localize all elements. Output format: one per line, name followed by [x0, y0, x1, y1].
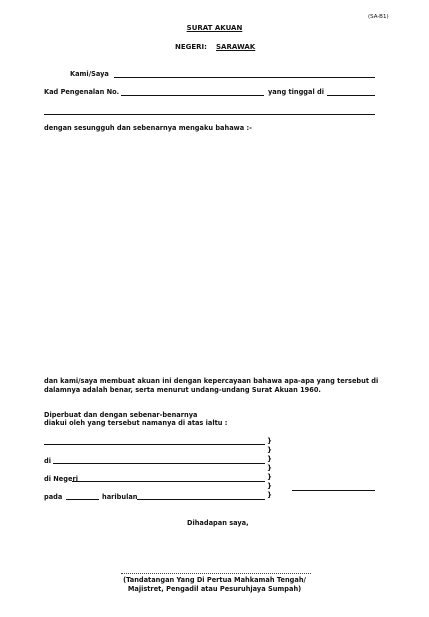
- brace-6: }: [267, 482, 272, 490]
- made-line-2: diakui oleh yang tersebut namanya di atas ialtu :: [44, 419, 228, 427]
- brace-7: }: [267, 491, 272, 499]
- di-field[interactable]: [53, 463, 265, 464]
- signature-caption-line-2: Majistret, Pengadil atau Pesuruhjaya Sumpah): [127, 585, 302, 593]
- declaration-line-2: dalamnya adalah benar, serta menurut undang-undang Surat Akuan 1960.: [44, 386, 321, 394]
- brace-4: }: [267, 464, 272, 472]
- made-line-1: Diperbuat dan dengan sebenar-benarnya: [44, 411, 198, 419]
- intro-text: dengan sesungguh dan sebenarnya mengaku bahawa :-: [44, 124, 252, 132]
- brace-3: }: [267, 455, 272, 463]
- pada-day-field[interactable]: [66, 499, 99, 500]
- negeri-label: NEGERI:: [175, 43, 207, 51]
- brace-5: }: [267, 473, 272, 481]
- declaration-line-1: dan kami/saya membuat akuan ini dengan kepercayaan bahawa apa-apa yang tersebut di: [44, 377, 379, 385]
- kami-saya-field[interactable]: [114, 77, 375, 78]
- brace-1: }: [267, 437, 272, 445]
- officer-signature-field[interactable]: [121, 573, 311, 574]
- pada-label: pada: [44, 493, 63, 501]
- signature-caption-line-1: (Tandatangan Yang Di Pertua Mahkamah Tengah/: [123, 576, 306, 584]
- kad-pengenalan-field[interactable]: [121, 95, 264, 96]
- declarant-name-field[interactable]: [44, 444, 265, 445]
- alamat-field-1[interactable]: [327, 95, 375, 96]
- form-code: (SA-B1): [368, 14, 389, 20]
- haribulan-label: haribulan: [102, 493, 138, 501]
- kami-saya-label: Kami/Saya: [70, 70, 109, 78]
- di-negeri-label: di Negeri: [44, 475, 78, 483]
- alamat-field-2[interactable]: [44, 114, 375, 115]
- dihadapan-text: Dihadapan saya,: [187, 519, 249, 527]
- brace-2: }: [267, 446, 272, 454]
- negeri-value: SARAWAK: [216, 43, 256, 51]
- di-negeri-field[interactable]: [72, 481, 265, 482]
- yang-tinggal-label: yang tinggal di: [268, 88, 324, 96]
- haribulan-field[interactable]: [137, 499, 265, 500]
- di-label: di: [44, 457, 51, 465]
- kad-pengenalan-label: Kad Pengenalan No.: [44, 88, 120, 96]
- declarant-signature-field[interactable]: [292, 490, 375, 491]
- declaration-body-area[interactable]: [44, 140, 375, 370]
- document-title: SURAT AKUAN: [186, 24, 243, 32]
